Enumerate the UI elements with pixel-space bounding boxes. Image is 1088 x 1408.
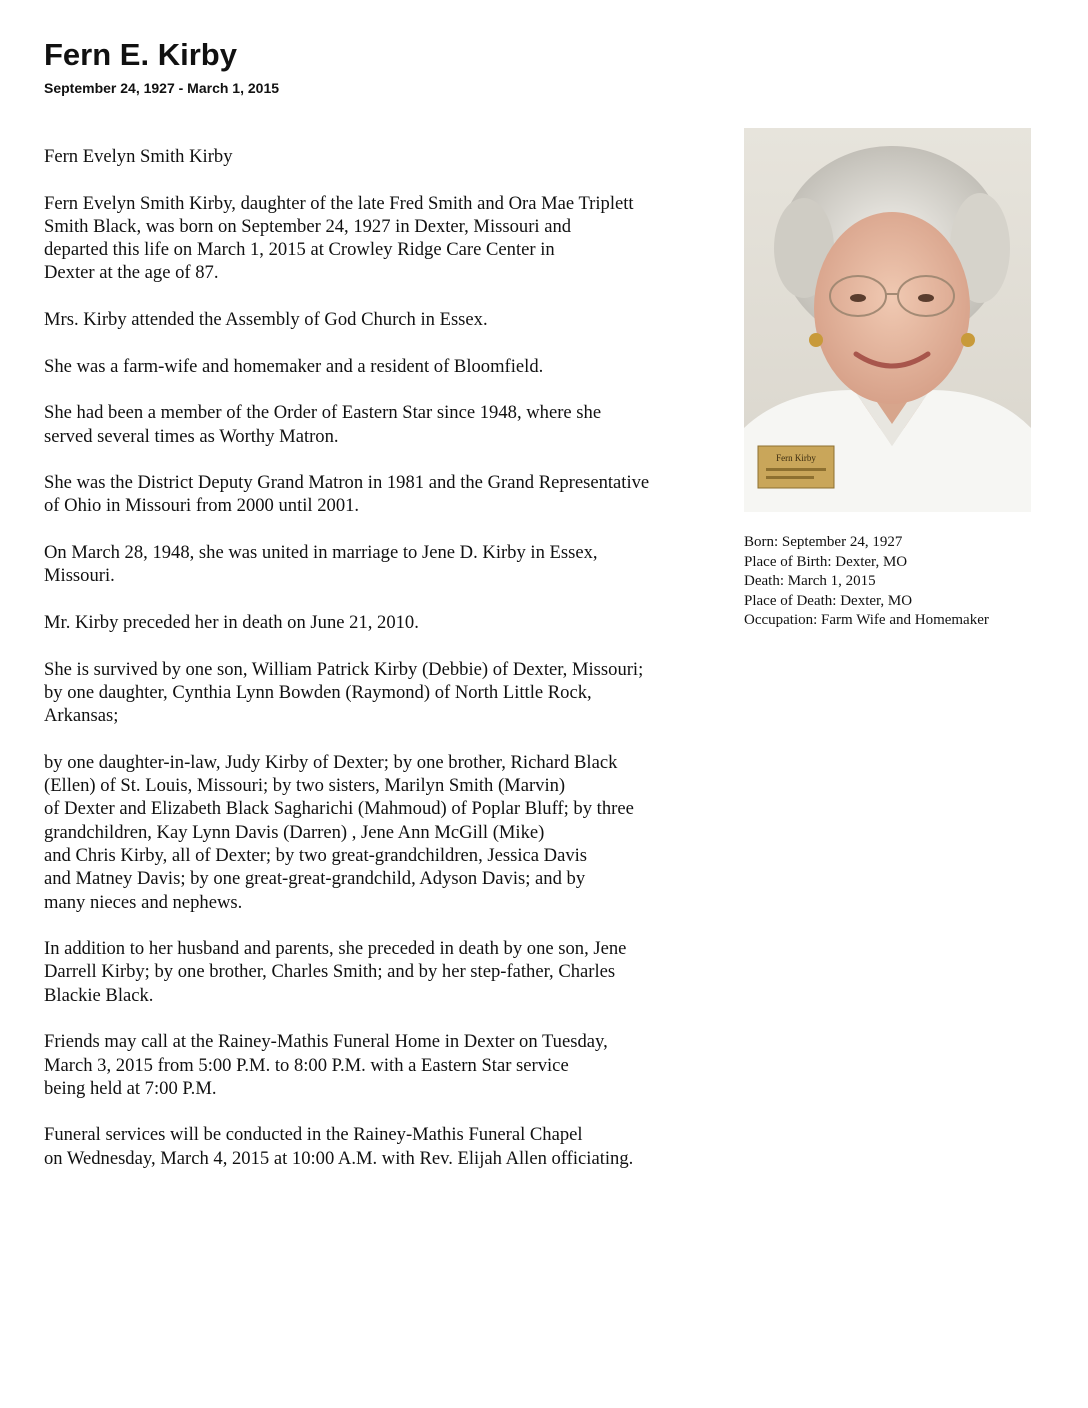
badge-name: Fern Kirby	[776, 453, 816, 463]
fact-line: Occupation: Farm Wife and Homemaker	[744, 612, 989, 628]
obituary-paragraph	[44, 541, 744, 588]
paragraph-line: of Dexter and Elizabeth Black Sagharichi (Mahmoud) of Poplar Bluff; by three	[44, 798, 634, 820]
paragraph-line: She had been a member of the Order of Eastern Star since 1948, where she	[44, 402, 602, 424]
paragraph-line: being held at 7:00 P.M.	[44, 1077, 217, 1099]
obituary-paragraph	[44, 355, 744, 378]
paragraph-line: March 3, 2015 from 5:00 P.M. to 8:00 P.M. with a Eastern Star service	[44, 1054, 569, 1076]
obituary-paragraph	[44, 145, 744, 168]
obituary-paragraph	[44, 1123, 744, 1170]
paragraph-line: by one daughter, Cynthia Lynn Bowden (Raymond) of North Little Rock,	[44, 681, 592, 703]
obituary-paragraph	[44, 751, 744, 914]
paragraph-line: Funeral services will be conducted in the Rainey-Mathis Funeral Chapel	[44, 1124, 583, 1146]
paragraph-line: of Ohio in Missouri from 2000 until 2001.	[44, 495, 360, 517]
paragraph-line: many nieces and nephews.	[44, 891, 243, 913]
paragraph-line: Blackie Black.	[44, 984, 154, 1006]
paragraph-line: On March 28, 1948, she was united in marriage to Jene D. Kirby in Essex,	[44, 542, 598, 564]
paragraph-line: Arkansas;	[44, 705, 119, 727]
paragraph-line: Mr. Kirby preceded her in death on June 21, 2010.	[44, 611, 419, 633]
portrait-photo	[744, 128, 1031, 512]
paragraph-line: She was the District Deputy Grand Matron in 1981 and the Grand Representative	[44, 472, 650, 494]
fact-line: Death: March 1, 2015	[744, 573, 876, 589]
obituary-paragraph	[44, 611, 744, 634]
obituary-paragraph	[44, 937, 744, 1007]
paragraph-line: and Chris Kirby, all of Dexter; by two great-grandchildren, Jessica Davis	[44, 844, 588, 866]
fact-line: Place of Death: Dexter, MO	[744, 592, 913, 609]
obituary-paragraph	[44, 658, 744, 728]
paragraph-line: served several times as Worthy Matron.	[44, 425, 339, 447]
paragraph-line: on Wednesday, March 4, 2015 at 10:00 A.M. with Rev. Elijah Allen officiating.	[44, 1147, 634, 1169]
paragraph-line: Dexter at the age of 87.	[44, 262, 219, 284]
obituary-paragraph	[44, 1030, 744, 1100]
paragraph-line: Mrs. Kirby attended the Assembly of God Church in Essex.	[44, 309, 488, 331]
paragraph-line: In addition to her husband and parents, she preceded in death by one son, Jene	[44, 938, 627, 960]
paragraph-line: She is survived by one son, William Patrick Kirby (Debbie) of Dexter, Missouri;	[44, 658, 644, 680]
obituary-paragraph	[44, 192, 744, 285]
fact-line: Place of Birth: Dexter, MO	[744, 553, 908, 570]
paragraph-line: (Ellen) of St. Louis, Missouri; by two sisters, Marilyn Smith (Marvin)	[44, 775, 566, 797]
paragraph-line: She was a farm-wife and homemaker and a resident of Bloomfield.	[44, 355, 544, 377]
fact-line: Born: September 24, 1927	[744, 534, 903, 550]
obituary-paragraph	[44, 401, 744, 448]
paragraph-line: grandchildren, Kay Lynn Davis (Darren) , Jene Ann McGill (Mike)	[44, 821, 545, 843]
paragraph-line: departed this life on March 1, 2015 at Crowley Ridge Care Center in	[44, 239, 555, 261]
paragraph-line: Darrell Kirby; by one brother, Charles Smith; and by her step-father, Charles	[44, 961, 616, 983]
paragraph-line: Smith Black, was born on September 24, 1927 in Dexter, Missouri and	[44, 215, 572, 237]
obituary-paragraph	[44, 308, 744, 331]
paragraph-line: Fern Evelyn Smith Kirby, daughter of the late Fred Smith and Ora Mae Triplett	[44, 192, 634, 214]
life-dates: September 24, 1927 - March 1, 2015	[44, 80, 280, 96]
obituary-text	[44, 145, 744, 1193]
obituary-header	[44, 36, 279, 98]
portrait-illustration	[744, 128, 1031, 512]
paragraph-line: Friends may call at the Rainey-Mathis Funeral Home in Dexter on Tuesday,	[44, 1031, 608, 1053]
paragraph-line: and Matney Davis; by one great-great-grandchild, Adyson Davis; and by	[44, 868, 586, 890]
vital-facts	[744, 533, 1064, 631]
obituary-paragraph	[44, 471, 744, 518]
paragraph-line: Fern Evelyn Smith Kirby	[44, 146, 233, 167]
page-title: Fern E. Kirby	[44, 37, 237, 72]
paragraph-line: Missouri.	[44, 565, 115, 587]
paragraph-line: by one daughter-in-law, Judy Kirby of Dexter; by one brother, Richard Black	[44, 751, 618, 773]
